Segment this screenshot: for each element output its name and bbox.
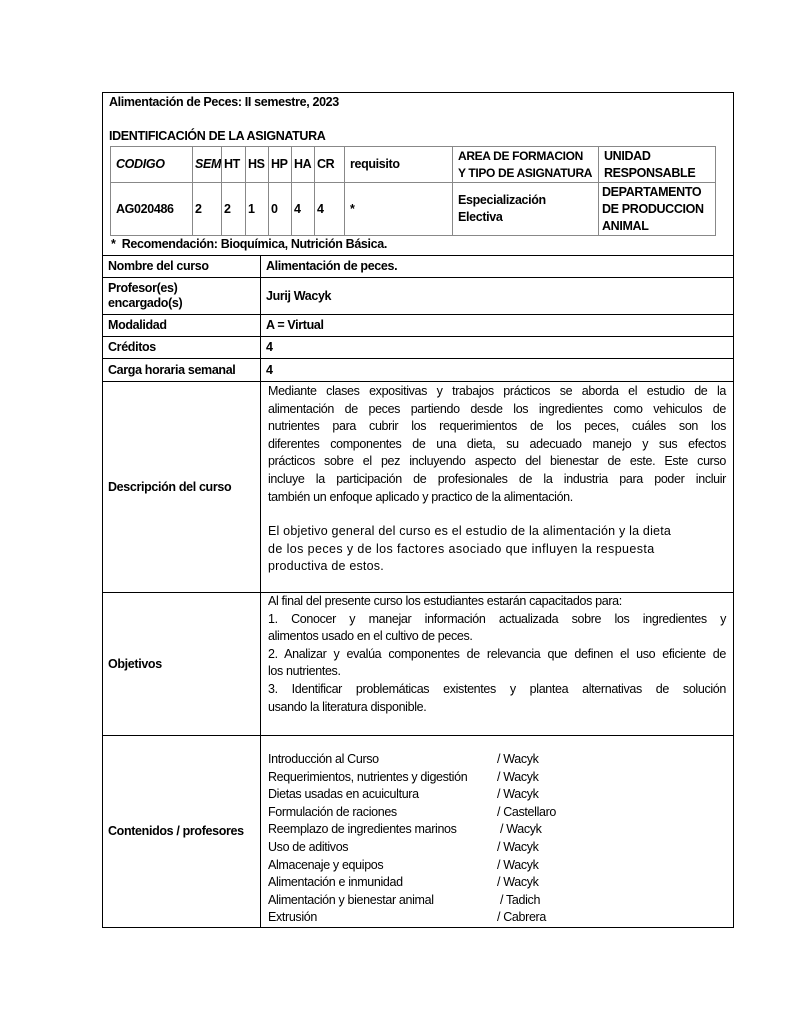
value-contenidos: [260, 735, 734, 928]
text-line: El objetivo general del curso es el estudio de la alimentación y la dieta: [268, 524, 672, 539]
document-title: Alimentación de Peces: II semestre, 2023: [109, 95, 339, 109]
text-line: 2. Analizar y evalúa componentes de relevancia que definen el uso eficiente de: [268, 646, 726, 661]
ha-value: 4: [291, 182, 315, 236]
header-sem: SEM: [192, 146, 222, 183]
area-value: Especialización Electiva: [452, 182, 599, 236]
text-line: los nutrientes.: [268, 664, 341, 679]
content-topic: Uso de aditivos: [268, 839, 349, 854]
objetivos-intro: Al final del presente curso los estudiantes estarán capacitados para:: [268, 594, 622, 608]
label-creditos: Créditos: [102, 336, 261, 359]
ht-value: 2: [221, 182, 246, 236]
content-professor: / Wacyk: [497, 769, 539, 784]
hp-value: 0: [268, 182, 292, 236]
text-line: Mediante clases expositivas y trabajos prácticos se aborda el estudio de la: [268, 384, 726, 398]
text-line: de los peces y de los factores asociado que influyen la respuesta: [268, 541, 655, 556]
header-requisito: requisito: [344, 146, 453, 183]
text-line: alimentación de peces partiendo desde los ingredientes como vehiculos de: [268, 401, 726, 416]
header-area: AREA DE FORMACION Y TIPO DE ASIGNATURA: [452, 146, 599, 183]
text-line: usando la literatura disponible.: [268, 699, 427, 714]
value-modalidad: A = Virtual: [260, 314, 734, 337]
header-ht: HT: [221, 146, 246, 183]
codigo-value: AG020486: [110, 182, 193, 236]
value-objetivos: [260, 592, 734, 736]
content-item: [268, 751, 726, 769]
section-title: IDENTIFICACIÓN DE LA ASIGNATURA: [109, 129, 326, 143]
content-item: [268, 804, 726, 822]
content-professor: / Wacyk: [497, 875, 539, 890]
content-topic: Alimentación e inmunidad: [268, 875, 403, 890]
value-carga: 4: [260, 358, 734, 382]
label-objetivos: Objetivos: [102, 592, 261, 736]
header-ha: HA: [291, 146, 315, 183]
content-professor: / Cabrera: [497, 910, 546, 925]
content-item: [268, 892, 726, 910]
content-item: [268, 874, 726, 892]
header-codigo: CODIGO: [110, 146, 193, 183]
content-topic: Dietas usadas en acuicultura: [268, 787, 419, 802]
hs-value: 1: [245, 182, 269, 236]
requisito-value: *: [344, 182, 453, 236]
descripcion-paragraph-2: [268, 523, 726, 576]
content-item: [268, 909, 726, 927]
content-item: [268, 839, 726, 857]
label-profesor: Profesor(es) encargado(s): [102, 277, 261, 315]
label-contenidos: Contenidos / profesores: [102, 735, 261, 928]
text-line: 1. Conocer y manejar información actualizada sobre los ingredientes y: [268, 611, 726, 626]
value-creditos: 4: [260, 336, 734, 359]
content-topic: Alimentación y bienestar animal: [268, 892, 434, 907]
unidad-value: DEPARTAMENTO DE PRODUCCION ANIMAL: [598, 182, 716, 236]
text-line: también un enfoque aplicado y practico de la alimentación.: [268, 489, 573, 504]
content-professor: / Tadich: [500, 892, 541, 907]
text-line: prácticos sobre el pez incluyendo aspecto del bienestar de este. Este curso: [268, 454, 726, 469]
content-professor: / Wacyk: [497, 839, 539, 854]
cr-value: 4: [314, 182, 345, 236]
descripcion-paragraph-1: [268, 383, 726, 506]
content-professor: / Wacyk: [497, 857, 539, 872]
content-topic: Introducción al Curso: [268, 752, 379, 766]
text-line: alimentos usado en el cultivo de peces.: [268, 629, 473, 644]
value-profesor: Jurij Wacyk: [260, 277, 734, 315]
text-line: 3. Identificar problemáticas existentes y plantea alternativas de solución: [268, 681, 726, 696]
value-nombre: Alimentación de peces.: [260, 255, 734, 278]
content-item: [268, 786, 726, 804]
content-item: [268, 821, 726, 839]
content-topic: Reemplazo de ingredientes marinos: [268, 822, 457, 837]
content-topic: Requerimientos, nutrientes y digestión: [268, 769, 468, 784]
header-unidad: UNIDAD RESPONSABLE: [598, 146, 716, 183]
header-hs: HS: [245, 146, 269, 183]
content-item: [268, 769, 726, 787]
label-carga: Carga horaria semanal: [102, 358, 261, 382]
content-item: [268, 857, 726, 875]
content-topic: Extrusión: [268, 910, 317, 925]
content-topic: Almacenaje y equipos: [268, 857, 384, 872]
label-nombre: Nombre del curso: [102, 255, 261, 278]
header-hp: HP: [268, 146, 292, 183]
sem-value: 2: [192, 182, 222, 236]
header-cr: CR: [314, 146, 345, 183]
content-professor: / Wacyk: [497, 752, 539, 766]
text-line: incluye la participación de profesionales de la industria para poder incluir: [268, 471, 726, 486]
label-modalidad: Modalidad: [102, 314, 261, 337]
text-line: nutrientes para cubrir los requerimientos de los peces, cuáles son los: [268, 419, 726, 434]
label-descripcion: Descripción del curso: [102, 381, 261, 593]
text-line: diferentes componentes de una dieta, su adecuado manejo y sus efectos: [268, 436, 726, 451]
content-professor: / Castellaro: [497, 804, 557, 819]
content-topic: Formulación de raciones: [268, 804, 397, 819]
content-professor: / Wacyk: [497, 787, 539, 802]
text-line: productiva de estos.: [268, 559, 384, 574]
prerequisite-note: * Recomendación: Bioquímica, Nutrición Básica.: [111, 237, 387, 251]
value-descripcion: [260, 381, 734, 593]
content-professor: / Wacyk: [500, 822, 542, 837]
